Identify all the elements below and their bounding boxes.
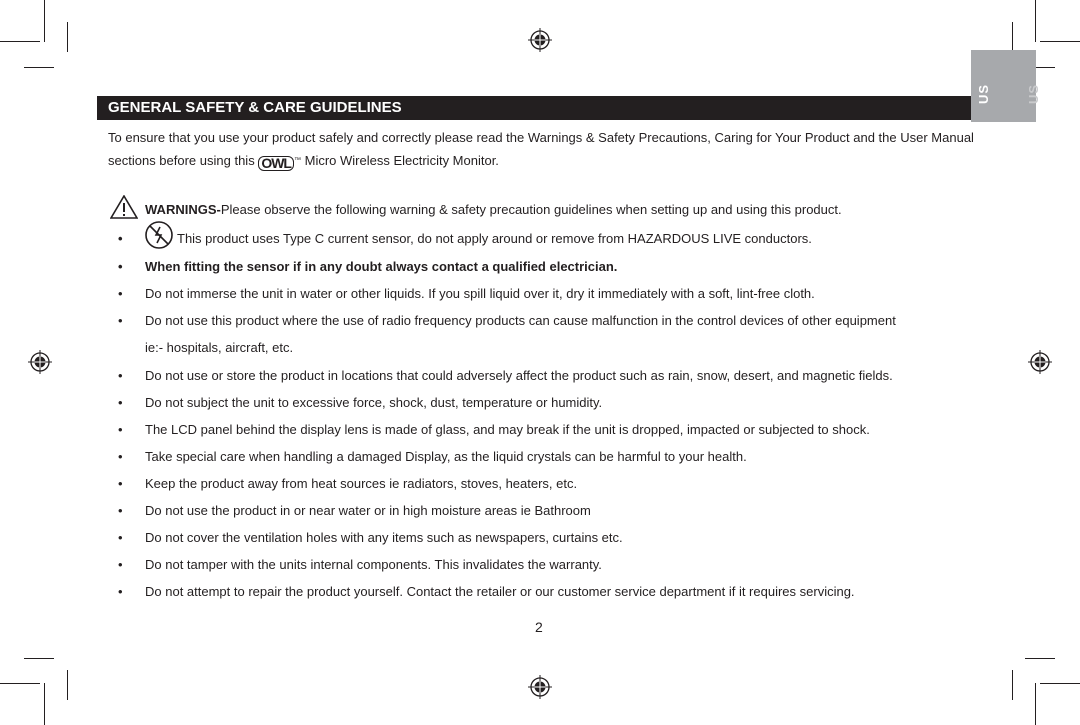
crop-mark bbox=[24, 658, 54, 659]
warnings-heading bbox=[145, 200, 842, 220]
crop-mark bbox=[44, 683, 45, 725]
crop-mark bbox=[1040, 41, 1080, 42]
crop-mark bbox=[44, 0, 45, 42]
intro-text-part1: To ensure that you use your product safely and correctly please read the Warnings & Safety Precautions, Caring for Your Product and the User Manual sections before using this bbox=[108, 130, 974, 168]
crop-mark bbox=[1035, 0, 1036, 42]
list-item: Take special care when handling a damaged Display, as the liquid crystals can be harmful to your health. bbox=[145, 449, 747, 464]
warnings-text: Please observe the following warning & safety precaution guidelines when setting up and using this product. bbox=[220, 202, 842, 217]
list-bullet: • bbox=[118, 503, 123, 518]
crop-mark bbox=[1012, 22, 1013, 52]
language-tab-label-faded: US bbox=[1026, 83, 1041, 104]
crop-mark bbox=[24, 67, 54, 68]
list-item: Keep the product away from heat sources ie radiators, stoves, heaters, etc. bbox=[145, 476, 578, 491]
list-bullet: • bbox=[118, 395, 123, 410]
list-item: Do not use the product in or near water or in high moisture areas ie Bathroom bbox=[145, 503, 591, 518]
crop-mark bbox=[1025, 658, 1055, 659]
list-bullet: • bbox=[118, 259, 123, 274]
registration-mark-icon bbox=[528, 28, 552, 52]
no-sensor-icon bbox=[144, 220, 174, 250]
list-item: Do not attempt to repair the product yourself. Contact the retailer or our customer service department if it requires servicing. bbox=[145, 584, 855, 599]
intro-paragraph bbox=[108, 126, 978, 172]
list-bullet: • bbox=[118, 313, 123, 328]
trademark: ™ bbox=[293, 157, 301, 164]
crop-mark bbox=[1012, 670, 1013, 700]
page-number: 2 bbox=[535, 619, 543, 635]
list-item: The LCD panel behind the display lens is made of glass, and may break if the unit is dropped, impacted or subjected to shock. bbox=[145, 422, 870, 437]
registration-mark-icon bbox=[528, 675, 552, 699]
warnings-label: WARNINGS- bbox=[145, 202, 221, 217]
registration-mark-icon bbox=[1028, 350, 1052, 374]
list-bullet: • bbox=[118, 422, 123, 437]
list-item: When fitting the sensor if in any doubt always contact a qualified electrician. bbox=[145, 259, 618, 274]
list-item: Do not tamper with the units internal components. This invalidates the warranty. bbox=[145, 557, 602, 572]
crop-mark bbox=[67, 670, 68, 700]
owl-logo: OWL bbox=[258, 156, 294, 171]
warning-triangle-icon bbox=[110, 195, 138, 219]
crop-mark bbox=[0, 683, 40, 684]
crop-mark bbox=[1040, 683, 1080, 684]
list-item: Do not use or store the product in locations that could adversely affect the product such as rain, snow, desert, and magnetic fields. bbox=[145, 368, 893, 383]
list-item: ie:- hospitals, aircraft, etc. bbox=[145, 340, 294, 355]
list-bullet: • bbox=[118, 557, 123, 572]
list-bullet: • bbox=[118, 231, 123, 246]
list-item: Do not use this product where the use of radio frequency products can cause malfunction in the control devices of other equipment bbox=[145, 313, 896, 328]
registration-mark-icon bbox=[28, 350, 52, 374]
list-item: This product uses Type C current sensor, do not apply around or remove from HAZARDOUS LIVE conductors. bbox=[177, 231, 812, 246]
list-bullet: • bbox=[118, 476, 123, 491]
crop-mark bbox=[0, 41, 40, 42]
intro-text-part2: Micro Wireless Electricity Monitor. bbox=[304, 153, 499, 168]
section-header: GENERAL SAFETY & CARE GUIDELINES bbox=[97, 96, 971, 120]
list-bullet: • bbox=[118, 584, 123, 599]
list-item: Do not cover the ventilation holes with any items such as newspapers, curtains etc. bbox=[145, 530, 623, 545]
crop-mark bbox=[1035, 683, 1036, 725]
list-bullet: • bbox=[118, 530, 123, 545]
list-bullet: • bbox=[118, 286, 123, 301]
language-tab-label: US bbox=[976, 83, 991, 104]
crop-mark bbox=[67, 22, 68, 52]
list-item: Do not subject the unit to excessive force, shock, dust, temperature or humidity. bbox=[145, 395, 603, 410]
list-bullet: • bbox=[118, 368, 123, 383]
list-item: Do not immerse the unit in water or other liquids. If you spill liquid over it, dry it immediately with a soft, lint-free cloth. bbox=[145, 286, 815, 301]
list-bullet: • bbox=[118, 449, 123, 464]
